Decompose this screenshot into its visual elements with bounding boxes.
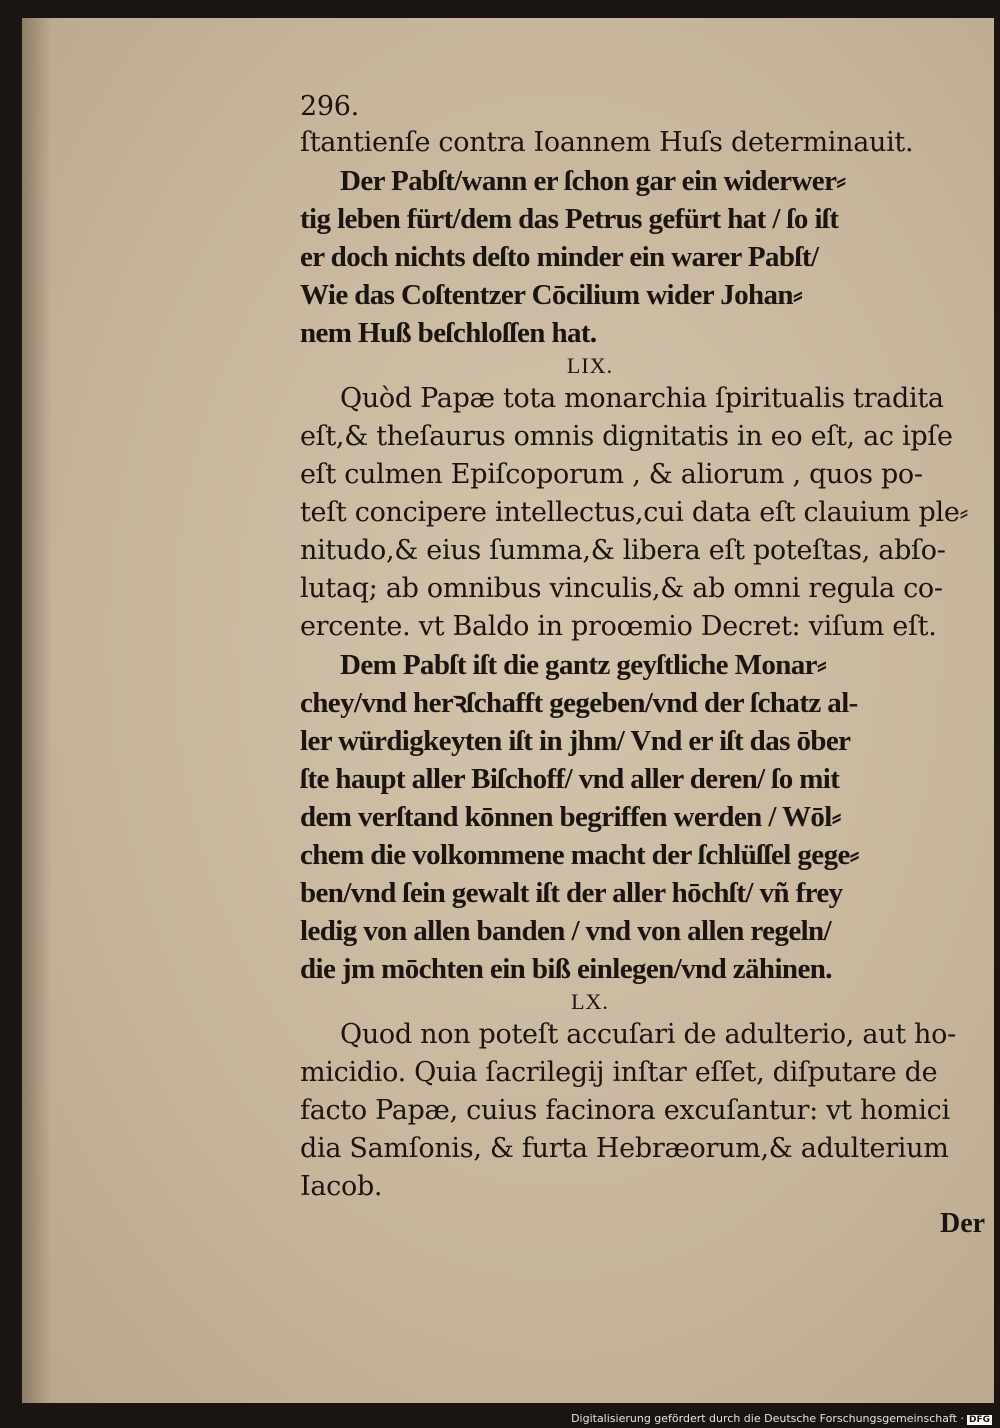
text-line: Quòd Papæ tota monarchia ſpiritualis tradita [340,383,944,414]
book-page [22,18,994,1403]
page-gutter-shadow [22,18,52,1403]
text-line: ler würdigkeyten iſt in jhm/ Vnd er iſt das ōber [300,725,851,757]
section-heading: LIX. [566,353,614,378]
text-block [300,90,1000,1206]
text-line: ercente. vt Baldo in proœmio Decret: viſum eſt. [300,611,937,642]
text-line: Iacob. [300,1171,383,1202]
text-line: nitudo,& eius ſumma,& libera eſt poteſtas, abſo- [300,535,946,566]
text-line: eſt,& theſaurus omnis dignitatis in eo eſt, ac ipſe [300,421,953,452]
page-number: 296. [300,91,359,122]
digitization-footer [571,1412,992,1425]
text-line: micidio. Quia ſacrilegij inſtar eſſet, diſputare de [300,1057,938,1088]
text-line: chem die volkommene macht der ſchlüſſel gege⸗ [300,839,859,871]
text-line: facto Papæ, cuius facinora excuſantur: vt homici [300,1095,950,1126]
text-line: tig leben fürt/dem das Petrus gefürt hat / ſo iſt [300,203,839,235]
text-line: Dem Pabſt iſt die gantz geyſtliche Monar⸗ [340,649,827,681]
text-line: teſt concipere intellectus,cui data eſt clauium ple⸗ [300,497,969,528]
text-line: ben/vnd ſein gewalt iſt der aller hōchſt/ vñ frey [300,877,843,909]
section-heading: LX. [571,989,609,1014]
text-line: dia Samſonis, & furta Hebræorum,& adulterium [300,1133,949,1164]
text-line: ſtantienſe contra Ioannem Huſs determinauit. [300,127,914,158]
catchword: Der [940,1208,986,1239]
text-line: ſte haupt aller Biſchoff/ vnd aller deren/ ſo mit [300,763,840,795]
text-line: die jm mōchten ein biß einlegen/vnd zähinen. [300,953,832,985]
text-line: Der Pabſt/wann er ſchon gar ein widerwer⸗ [340,165,846,197]
dfg-logo: DFG [968,1415,990,1425]
text-lines [300,124,1000,1206]
text-line: Quod non poteſt accuſari de adulterio, aut ho- [340,1019,956,1050]
text-line: dem verſtand kōnnen begriffen werden / Wōl⸗ [300,801,841,833]
text-line: eſt culmen Epiſcoporum , & aliorum , quos po- [300,459,923,490]
text-line: Wie das Coſtentzer Cōcilium wider Johan⸗ [300,279,803,311]
text-line: ledig von allen banden / vnd von allen regeln/ [300,915,832,947]
text-line: nem Huß beſchloſſen hat. [300,317,597,349]
text-line: er doch nichts deſto minder ein warer Pabſt/ [300,241,819,273]
footer-credit: Digitalisierung gefördert durch die Deutsche Forschungsgemeinschaft · [571,1412,964,1425]
text-line: chey/vnd herꝛſchafft gegeben/vnd der ſchatz al- [300,687,858,719]
text-line: lutaq; ab omnibus vinculis,& ab omni regula co- [300,573,943,604]
